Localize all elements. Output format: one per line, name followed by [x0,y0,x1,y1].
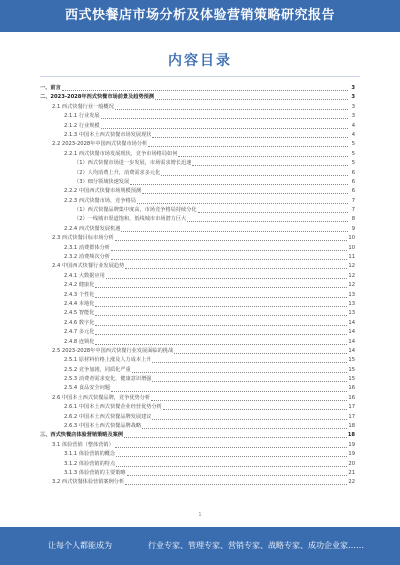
toc-entry-page: 13 [348,291,355,298]
toc-heading: 内容目录 [168,53,232,69]
toc-entry-label: 3.1 体验营销（整体营销） [52,441,114,448]
toc-entry-page: 19 [348,441,355,448]
toc-dot-leader [155,99,348,100]
toc-entry-label: 3.2 西式快餐体验营销案例分析 [52,479,125,486]
page-number: 1 [198,512,202,518]
toc-dot-leader [95,287,347,288]
toc-entry-label: 2.6 中国本土西式快餐品牌，竞争优势分析 [52,394,151,401]
toc-entry-label: 2.4.8 连锁化 [64,338,95,345]
toc-dot-leader [125,484,347,485]
toc-entry[interactable] [40,413,355,422]
toc-entry[interactable] [40,253,355,262]
toc-entry-label: 2.4.4 本地化 [64,300,95,307]
toc-dot-leader [125,268,347,269]
toc-entry[interactable] [40,272,355,281]
footer-slogan-left: 让每个人都能成为 [48,541,112,550]
toc-dot-leader [127,475,348,476]
toc-entry-label: 3.1.3 体验营销的主要策略 [64,470,126,476]
toc-entry-label: 2.2.2 中国西式快餐市场规模预测 [64,188,142,195]
toc-entry-page: 6 [351,188,355,195]
toc-entry[interactable] [40,187,355,196]
toc-entry-label: 2.4 中国西式快餐行业发展趋势 [52,263,125,270]
toc-dot-leader [116,466,347,467]
toc-entry-page: 17 [348,404,355,411]
toc-entry[interactable] [40,225,355,234]
toc-entry[interactable] [40,291,355,300]
toc-entry-label: 2.4.5 智能化 [64,310,95,317]
toc-entry-label: 2.5.4 食品安全问题 [64,385,110,392]
toc-entry-label: （2）一线城市渠道饱和，低线城市市场潜力巨大 [74,216,187,223]
toc-dot-leader [115,109,348,110]
toc-dot-leader [111,391,347,392]
toc-dot-leader [163,409,348,410]
toc-entry-page: 13 [348,310,355,317]
toc-entry[interactable] [40,309,355,318]
toc-entry-label: 2.1.1 行业发展 [64,113,100,120]
toc-entry[interactable] [40,338,355,347]
toc-entry[interactable] [40,140,355,149]
toc-entry[interactable] [40,328,355,337]
toc-entry[interactable] [40,215,355,224]
toc-entry-label: 2.5.1 原材料价格上涨及人力成本上升 [64,357,152,364]
toc-entry-page: 12 [348,263,355,270]
toc-entry-label: 二、2023-2028年西式快餐市场前景及趋势预测 [40,94,155,101]
toc-entry-page: 22 [348,479,355,486]
toc-dot-leader [132,372,348,373]
toc-entry-label: 2.2 2023-2028年中国西式快餐市场分析 [52,141,148,148]
toc-entry-label: （1）西式快餐品牌集中度高，市场竞争格局持续分化 [74,207,197,214]
toc-entry-label: 3.1.2 体验营销的特点 [64,460,116,467]
toc-entry-page: 15 [348,357,355,364]
toc-entry[interactable] [40,469,355,478]
toc-dot-leader [198,212,348,213]
toc-entry[interactable] [40,159,355,168]
toc-dot-leader [95,344,347,345]
toc-entry[interactable] [40,450,355,459]
toc-entry[interactable] [40,84,355,93]
toc-entry-page: 14 [348,319,355,326]
toc-dot-leader [151,400,347,401]
toc-entry-page: 9 [351,225,355,232]
toc-entry[interactable] [40,150,355,159]
toc-entry[interactable] [40,347,355,356]
toc-entry[interactable] [40,93,355,102]
toc-entry-page: 19 [348,451,355,458]
toc-entry-page: 5 [351,160,355,167]
toc-entry-label: 2.6.1 中国本土西式快餐企业经营优势分析 [64,404,162,411]
footer-slogan-right: 行业专家、管理专家、营销专家、战略专家、成功企业家…… [148,541,364,550]
toc-entry-page: 16 [348,385,355,392]
toc-entry-page: 5 [351,150,355,157]
toc-dot-leader [116,456,347,457]
toc-entry-label: 2.5.2 竞争加剧，同质化严重 [64,366,131,373]
toc-dot-leader [152,137,348,138]
toc-dot-leader [152,381,347,382]
toc-dot-leader [130,184,348,185]
toc-entry-label: 2.5.3 消费者需求变化，健康意识增强 [64,376,152,383]
toc-dot-leader [95,325,347,326]
table-of-contents [40,84,355,504]
toc-dot-leader [111,259,347,260]
toc-dot-leader [121,231,348,232]
toc-dot-leader [142,193,348,194]
toc-dot-leader [187,221,348,222]
toc-dot-leader [101,118,348,119]
toc-entry-label: 一、前言 [40,84,61,91]
toc-entry-label: （1）西式快餐市场进一步发展，市场需求增长迅速 [74,160,192,167]
toc-entry-page: 15 [348,376,355,383]
toc-dot-leader [152,419,347,420]
toc-dot-leader [178,156,348,157]
toc-entry-page: 3 [351,103,355,110]
toc-entry-label: 2.3 西式快餐目标市场分析 [52,235,114,242]
toc-entry-page: 10 [348,244,355,251]
toc-dot-leader [111,250,347,251]
toc-entry-label: 三、西式快餐店体验营销策略及案例 [40,432,124,439]
toc-entry-page: 21 [348,470,355,476]
report-title: 西式快餐店市场分析及体验营销策略研究报告 [64,8,335,23]
toc-entry-page: 5 [351,141,355,148]
toc-dot-leader [101,128,348,129]
toc-entry-page: 14 [348,329,355,336]
toc-entry[interactable] [40,206,355,215]
toc-entry-page: 4 [351,122,355,129]
toc-entry-page: 10 [348,235,355,242]
toc-entry-label: 2.6.2 中国本土西式快餐品牌发展建议 [64,413,152,420]
toc-entry-page: 18 [347,432,355,439]
toc-entry[interactable] [40,460,355,469]
toc-entry[interactable] [40,244,355,253]
report-header [0,0,400,32]
toc-dot-leader [106,278,348,279]
toc-entry-page: 3 [351,113,355,120]
toc-entry[interactable] [40,281,355,290]
toc-entry[interactable] [40,375,355,384]
toc-entry-label: 3.1.1 体验营销的概念 [64,451,116,458]
toc-entry[interactable] [40,431,355,440]
toc-entry-page: 6 [351,169,355,176]
toc-dot-leader [62,90,348,91]
toc-entry[interactable] [40,478,355,487]
toc-entry-label: （3）细分领域快速发展 [74,178,130,185]
toc-dot-leader [95,334,347,335]
toc-entry[interactable] [40,385,355,394]
toc-entry-page: 4 [351,131,355,138]
toc-entry[interactable] [40,422,355,431]
toc-entry-label: 2.4.1 大数据应用 [64,272,105,279]
toc-entry[interactable] [40,441,355,450]
toc-entry-page: 6 [351,178,355,185]
toc-entry-label: 2.1.3 中国本土西式快餐市场发展现状 [64,131,152,138]
toc-dot-leader [124,437,347,438]
toc-dot-leader [142,428,347,429]
toc-entry[interactable] [40,394,355,403]
toc-dot-leader [95,306,347,307]
toc-entry-page: 14 [348,338,355,345]
toc-entry-page: 12 [348,282,355,289]
toc-entry-page: 8 [351,216,355,223]
toc-entry-label: 2.5 2023-2028年中国西式快餐行业发展面临的挑战 [52,347,174,354]
toc-entry-page: 16 [348,394,355,401]
toc-entry-page: 11 [348,254,355,261]
toc-dot-leader [95,315,347,316]
toc-dot-leader [192,165,348,166]
toc-entry-label: 2.1.2 行业规模 [64,122,100,129]
toc-dot-leader [95,297,347,298]
toc-entry[interactable] [40,403,355,412]
toc-dot-leader [152,362,347,363]
toc-entry-page: 18 [348,423,355,430]
toc-entry-page: 7 [351,197,355,204]
toc-entry-label: 2.6.3 中国本土西式快餐品牌战略 [64,423,142,430]
toc-entry[interactable] [40,300,355,309]
toc-divider [40,76,360,77]
toc-dot-leader [137,203,348,204]
toc-entry[interactable] [40,103,355,112]
toc-dot-leader [148,146,348,147]
toc-entry[interactable] [40,234,355,243]
toc-entry[interactable] [40,178,355,187]
toc-entry-page: 3 [351,84,355,91]
footer-banner [0,527,400,565]
toc-entry-label: 2.3.1 消费群体分析 [64,244,110,251]
toc-entry[interactable] [40,122,355,131]
toc-entry-page: 15 [348,366,355,373]
toc-entry[interactable] [40,169,355,178]
toc-entry-label: （2）人均消费上升，消费需求多元化 [74,169,161,176]
toc-dot-leader [115,447,348,448]
toc-entry[interactable] [40,356,355,365]
toc-entry-page: 12 [348,272,355,279]
toc-entry-label: 2.4.7 多元化 [64,329,95,336]
toc-entry-page: 14 [348,347,355,354]
toc-entry[interactable] [40,366,355,375]
toc-entry-page: 20 [348,460,355,467]
toc-entry-page: 17 [348,413,355,420]
toc-entry-page: 7 [351,207,355,214]
toc-entry[interactable] [40,197,355,206]
toc-entry[interactable] [40,112,355,121]
toc-entry[interactable] [40,262,355,271]
toc-dot-leader [115,240,348,241]
toc-entry-label: 2.2.1 西式快餐市场发展现状，竞争市场格局如何 [64,150,178,157]
toc-entry-label: 2.2.3 西式快餐市场，竞争格局 [64,197,136,204]
toc-entry-label: 2.4.2 健康化 [64,282,95,289]
toc-entry-label: 2.3.2 消费频次分析 [64,254,110,261]
toc-entry-page: 13 [348,300,355,307]
toc-dot-leader [174,353,347,354]
toc-entry-label: 2.4.3 个性化 [64,291,95,298]
toc-entry[interactable] [40,319,355,328]
toc-entry[interactable] [40,131,355,140]
toc-entry-label: 2.4.6 数字化 [64,319,95,326]
toc-entry-label: 2.2.4 西式快餐发展机遇 [64,225,121,232]
toc-entry-label: 2.1 西式快餐行业一般概况 [52,103,114,110]
toc-entry-page: 3 [351,94,355,101]
toc-dot-leader [161,175,348,176]
